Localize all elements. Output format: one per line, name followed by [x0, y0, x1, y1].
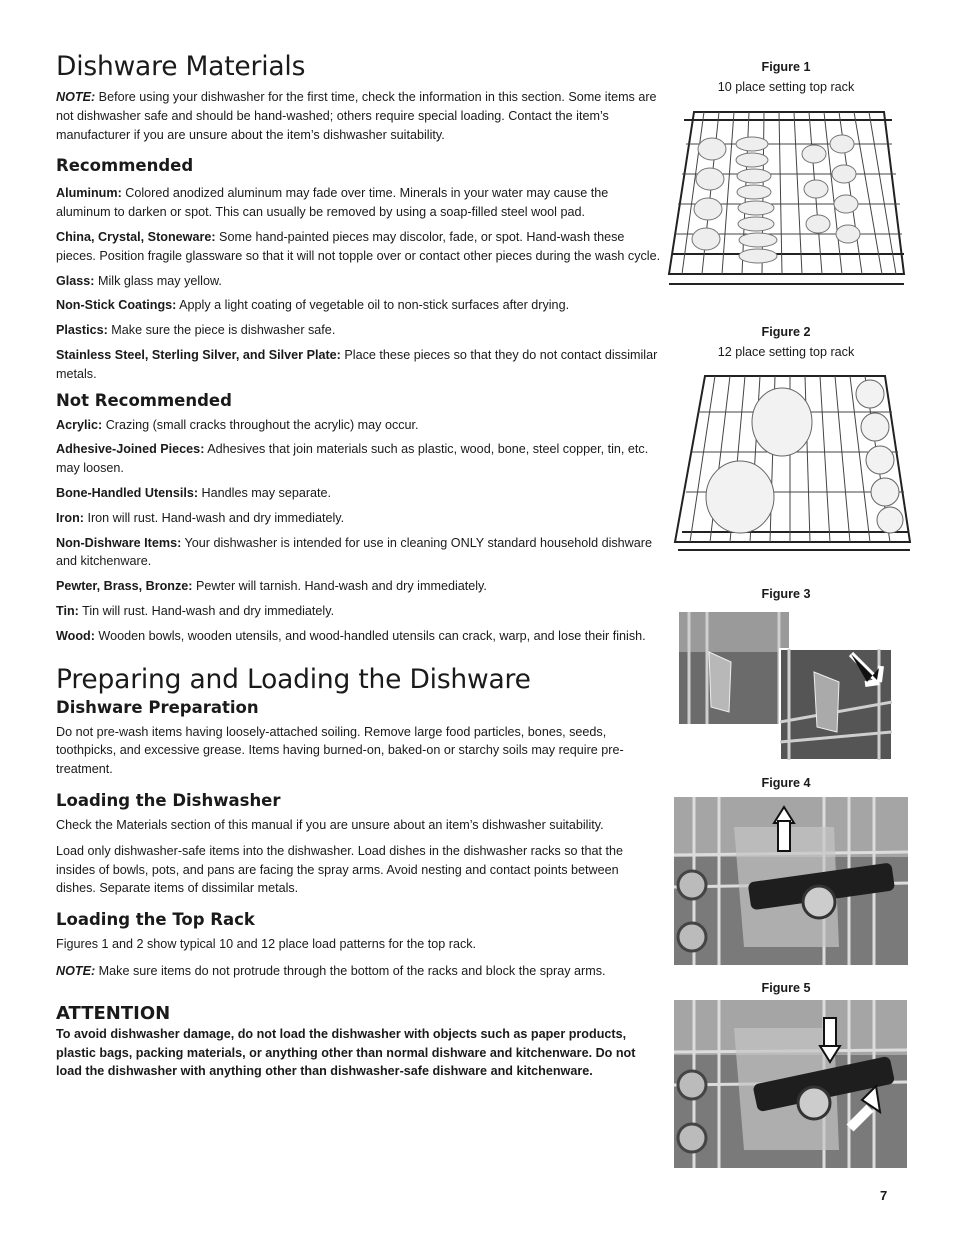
material-entry [56, 534, 662, 572]
page-number: 7 [880, 1188, 888, 1203]
material-term: Tin: [56, 603, 79, 618]
material-description: Crazing (small cracks throughout the acrylic) may occur. [102, 417, 419, 432]
material-description: Some hand-painted pieces may discolor, fade, or spot. Hand-wash these pieces. Position fragile glassware so that it will not topple over or contact other pieces during the wash cycle. [56, 229, 661, 263]
material-description: Handles may separate. [198, 485, 332, 500]
material-entry [56, 509, 662, 528]
top-rack-note: NOTE: Make sure items do not protrude through the bottom of the racks and block the spray arms. [56, 963, 606, 978]
material-description: Wooden bowls, wooden utensils, and wood-handled utensils can crack, warp, and lose their finish. [94, 628, 646, 643]
material-term: Acrylic: [56, 417, 103, 432]
material-term: Glass: [56, 273, 95, 288]
recommended-list [56, 184, 662, 383]
material-description: Adhesives that join materials such as plastic, wood, bone, steel copper, tin, etc. may loosen. [56, 442, 649, 476]
material-description: Your dishwasher is intended for use in cleaning ONLY standard household dishware and kitchenware. [56, 535, 652, 569]
attention-text: To avoid dishwasher damage, do not load the dishwasher with objects such as paper products, plastic bags, packing materials, or anything other than normal dishware and kitchenware. Do not load the dishwasher with anything other than dishwasher-safe dishware and kitchenware. [56, 1026, 636, 1079]
section-title-preparing-loading: Preparing and Loading the Dishware [56, 663, 531, 695]
attention-heading: ATTENTION [56, 1002, 171, 1024]
material-term: Bone-Handled Utensils: [56, 485, 199, 500]
not-recommended-list [56, 416, 662, 646]
figure-5-photo [674, 1000, 907, 1168]
material-description: Pewter will tarnish. Hand-wash and dry immediately. [192, 579, 487, 594]
figure-1-caption: Figure 1 10 place setting top rack [717, 60, 855, 94]
heading-dishware-preparation: Dishware Preparation [56, 697, 259, 717]
materials-note: NOTE: Before using your dishwasher for the first time, check the information in this section. Some items are not dishwasher safe and should be hand-washed; others require special loading. Contact the item’s manufacturer if you are unsure about the item’s dishwasher suitability. [56, 90, 657, 142]
attention-box [56, 1003, 648, 1081]
material-entry [56, 321, 662, 340]
material-term: Aluminum: [56, 186, 122, 201]
material-term: Non-Stick Coatings: [56, 298, 177, 313]
main-column [56, 50, 662, 1081]
material-term: Wood: [56, 628, 95, 643]
material-term: Adhesive-Joined Pieces: [56, 442, 205, 457]
figure-4-photo [674, 797, 908, 965]
figure-2-caption: Figure 2 12 place setting top rack [717, 325, 855, 359]
material-entry [56, 484, 662, 503]
material-term: Iron: [56, 510, 84, 525]
heading-loading-dishwasher: Loading the Dishwasher [56, 790, 281, 810]
material-description: Place these pieces so that they do not contact dissimilar metals. [56, 347, 658, 381]
material-entry [56, 577, 662, 596]
material-term: Pewter, Brass, Bronze: [56, 579, 193, 594]
material-description: Make sure the piece is dishwasher safe. [107, 323, 336, 338]
figure-1-rack-illustration [664, 104, 914, 294]
material-description: Milk glass may yellow. [94, 273, 222, 288]
material-entry [56, 296, 662, 315]
material-entry [56, 627, 662, 646]
loading-paragraph-1: Check the Materials section of this manual if you are unsure about an item’s dishwasher suitability. [56, 817, 604, 832]
material-description: Apply a light coating of vegetable oil to non-stick surfaces after drying. [176, 298, 570, 313]
section-title-dishware-materials: Dishware Materials [56, 51, 306, 82]
material-entry [56, 440, 662, 478]
material-entry [56, 228, 662, 266]
figure-3-caption: Figure 3 [761, 587, 811, 601]
material-term: Stainless Steel, Sterling Silver, and Silver Plate: [56, 347, 341, 362]
material-entry [56, 416, 662, 435]
top-rack-paragraph: Figures 1 and 2 show typical 10 and 12 place load patterns for the top rack. [56, 937, 477, 952]
figure-4-caption: Figure 4 [761, 776, 811, 790]
material-term: Plastics: [56, 323, 108, 338]
material-entry [56, 346, 662, 384]
material-description: Colored anodized aluminum may fade over time. Minerals in your water may cause the aluminum to darken or spot. This can usually be removed by using a soap-filled steel wool pad. [56, 186, 609, 220]
material-term: Non-Dishware Items: [56, 535, 182, 550]
figure-3-photo [679, 612, 894, 762]
loading-paragraph-2: Load only dishwasher-safe items into the dishwasher. Load dishes in the dishwasher racks so that the insides of bowls, pots, and pans are facing the spray arms. Avoid nesting and contact points between dishes. Separate items of dissimilar metals. [56, 843, 624, 896]
material-description: Iron will rust. Hand-wash and dry immediately. [83, 510, 345, 525]
figure-5-caption: Figure 5 [761, 981, 811, 995]
material-entry [56, 184, 662, 222]
material-term: China, Crystal, Stoneware: [56, 229, 216, 244]
material-entry [56, 272, 662, 291]
figure-2-rack-illustration [670, 372, 918, 557]
heading-not-recommended: Not Recommended [56, 390, 232, 410]
heading-loading-top-rack: Loading the Top Rack [56, 910, 255, 930]
heading-recommended: Recommended [56, 156, 194, 176]
prep-paragraph: Do not pre-wash items having loosely-attached soiling. Remove large food particles, bones, seeds, toothpicks, and excessive grease. Items having burned-on, baked-on or starchy soils may require pre-treatment. [56, 724, 624, 777]
material-description: Tin will rust. Hand-wash and dry immediately. [78, 603, 335, 618]
material-entry [56, 602, 662, 621]
